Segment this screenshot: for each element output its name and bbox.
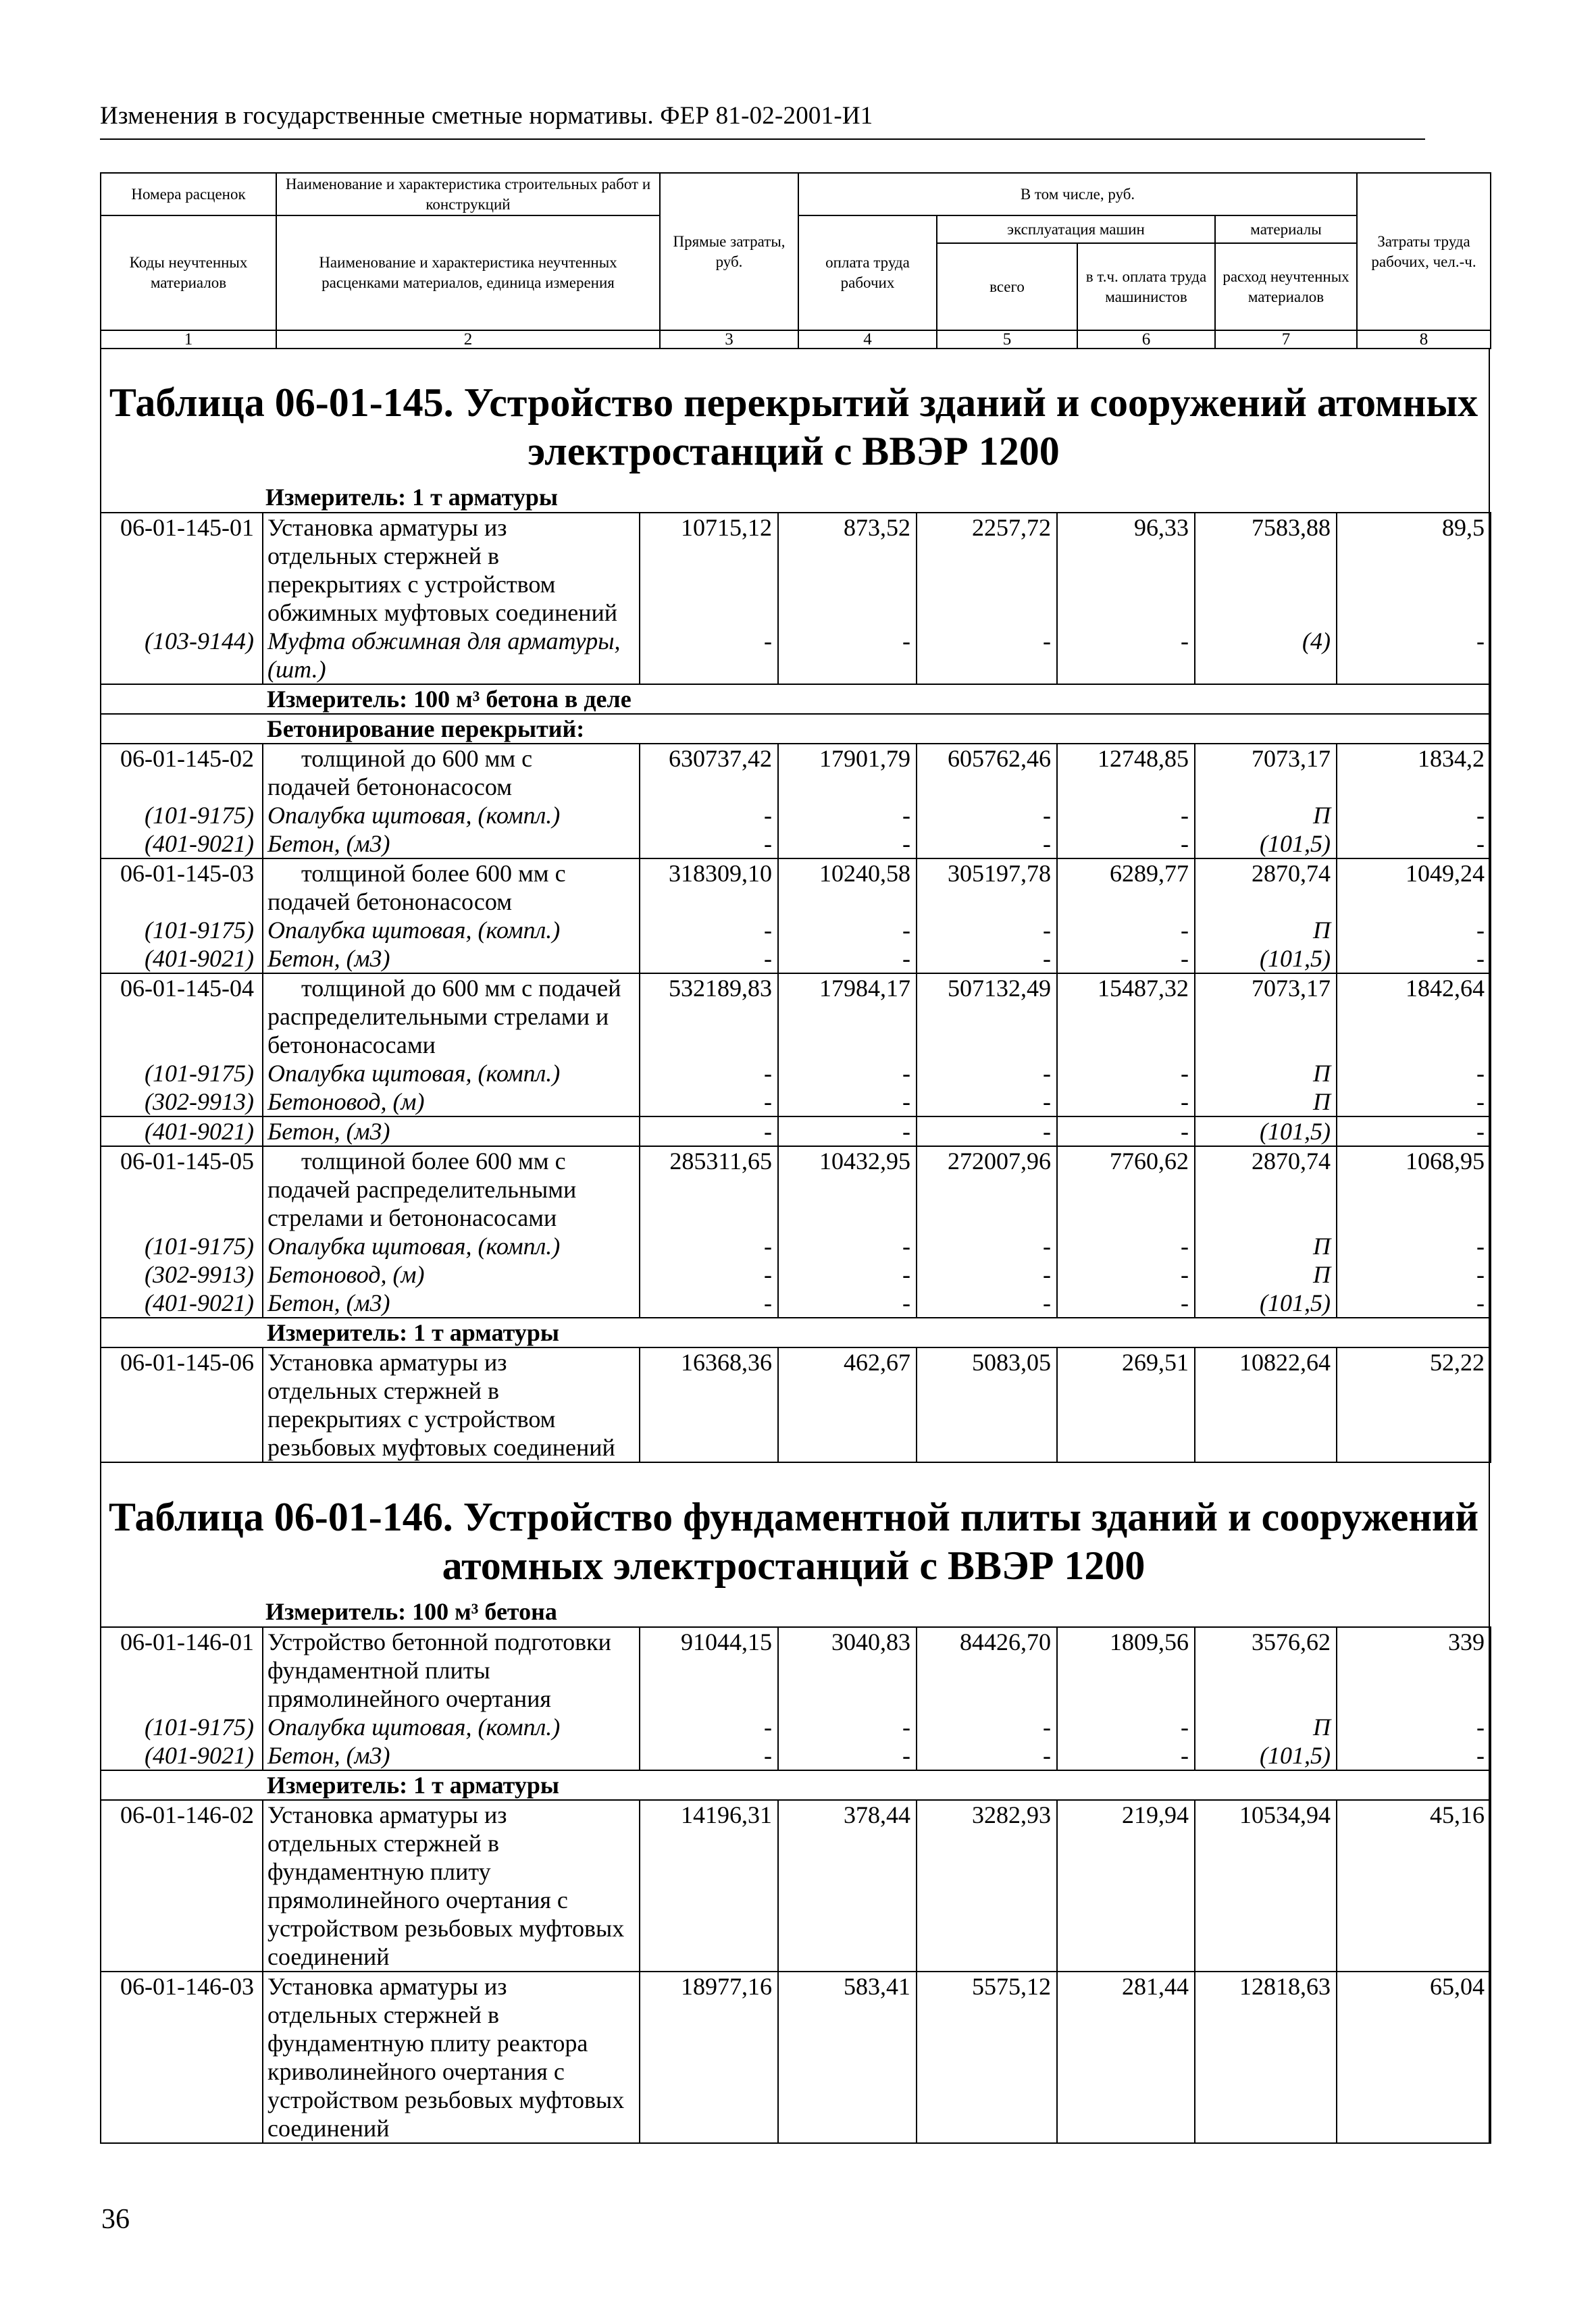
- cell: 52,22: [1337, 1347, 1491, 1462]
- cell: Опалубка щитовая, (компл.): [263, 1713, 640, 1741]
- cell: Бетон, (м3): [263, 1116, 640, 1146]
- cell: -: [1057, 1260, 1195, 1289]
- rate-name: Установка арматуры из отдельных стержней в перекрытиях с устройством обжимных муфтовых соединений: [263, 513, 640, 627]
- material-row: [101, 1059, 1491, 1087]
- cell: -: [917, 829, 1057, 858]
- cell: Опалубка щитовая, (компл.): [263, 801, 640, 829]
- cell: -: [778, 829, 917, 858]
- column-header-table: [100, 172, 1491, 349]
- cell: П: [1195, 801, 1337, 829]
- rate-name: толщиной до 600 мм с подачей бетононасосом: [263, 744, 640, 801]
- cell: -: [917, 1260, 1057, 1289]
- cell: -: [917, 1087, 1057, 1116]
- cell: 305197,78: [917, 858, 1057, 916]
- cell: Бетоновод, (м): [263, 1260, 640, 1289]
- cell: 16368,36: [640, 1347, 778, 1462]
- cell: -: [1337, 1289, 1491, 1318]
- cell: 12818,63: [1195, 1972, 1337, 2143]
- table-145-title-line2: электростанций с ВВЭР 1200: [527, 429, 1060, 473]
- cell: 84426,70: [917, 1627, 1057, 1713]
- cell: -: [917, 1741, 1057, 1770]
- table-145-title-line1: Таблица 06-01-145. Устройство перекрытий зданий и сооружений атомных: [109, 380, 1478, 425]
- rate-row-145-03: [101, 858, 1491, 916]
- measure-145-3: Измеритель: 1 т арматуры: [263, 1318, 1491, 1347]
- cell: 219,94: [1057, 1800, 1195, 1972]
- cell: 10240,58: [778, 858, 917, 916]
- rate-name: толщиной более 600 мм с подачей распределительными стрелами и бетононасосами: [263, 1146, 640, 1232]
- cell: Бетон, (м3): [263, 944, 640, 973]
- rate-code: 06-01-145-01: [101, 513, 263, 627]
- cell: 7073,17: [1195, 744, 1337, 801]
- col-num-2: 2: [276, 330, 660, 349]
- rate-code: 06-01-145-05: [101, 1146, 263, 1232]
- rate-code: 06-01-145-06: [101, 1347, 263, 1462]
- col-num-7: 7: [1215, 330, 1357, 349]
- cell: [101, 1770, 263, 1800]
- cell: 507132,49: [917, 973, 1057, 1059]
- cell: -: [778, 1116, 917, 1146]
- cell: 3040,83: [778, 1627, 917, 1713]
- header-material-codes: Коды неучтенных материалов: [101, 215, 276, 330]
- cell: 605762,46: [917, 744, 1057, 801]
- cell: 5575,12: [917, 1972, 1057, 2143]
- header-machines-total: всего: [937, 243, 1077, 330]
- cell: -: [778, 1741, 917, 1770]
- header-work-name: Наименование и характеристика строительных работ и конструкций: [276, 173, 660, 215]
- cell: П: [1195, 1260, 1337, 1289]
- cell: 3282,93: [917, 1800, 1057, 1972]
- cell: (101,5): [1195, 1741, 1337, 1770]
- cell: 17901,79: [778, 744, 917, 801]
- measure-row: [101, 684, 1491, 714]
- cell: 1068,95: [1337, 1146, 1491, 1232]
- cell: П: [1195, 1232, 1337, 1260]
- cell: -: [778, 1087, 917, 1116]
- cell: -: [1337, 1741, 1491, 1770]
- header-including: В том числе, руб.: [798, 173, 1357, 215]
- header-operator-pay: в т.ч. оплата труда машинистов: [1077, 243, 1215, 330]
- header-material-names: Наименование и характеристика неучтенных расценками материалов, единица измерения: [276, 215, 660, 330]
- table-146-rows: [100, 1626, 1491, 2144]
- labor: 89,5: [1337, 513, 1491, 627]
- machines-total: 2257,72: [917, 513, 1057, 627]
- material-name: Муфта обжимная для арматуры, (шт.): [263, 627, 640, 684]
- cell: 630737,42: [640, 744, 778, 801]
- subheading-row: [101, 714, 1491, 744]
- material-row: [101, 1289, 1491, 1318]
- cell: 14196,31: [640, 1800, 778, 1972]
- cell: -: [1057, 801, 1195, 829]
- rate-row-146-01: [101, 1627, 1491, 1713]
- table-145-rows: [100, 512, 1491, 1463]
- rate-code: 06-01-145-04: [101, 973, 263, 1059]
- cell: 7073,17: [1195, 973, 1337, 1059]
- col-num-4: 4: [798, 330, 937, 349]
- cell: -: [1337, 801, 1491, 829]
- table-145-title: [101, 378, 1486, 475]
- cell: (302-9913): [101, 1260, 263, 1289]
- cell: -: [1057, 916, 1195, 944]
- cell: 339: [1337, 1627, 1491, 1713]
- table-146-title: [101, 1493, 1486, 1590]
- header-material-consumption: расход неучтенных материалов: [1215, 243, 1357, 330]
- cell: -: [1337, 1260, 1491, 1289]
- cell: -: [640, 916, 778, 944]
- col-num-3: 3: [660, 330, 798, 349]
- cell: 91044,15: [640, 1627, 778, 1713]
- cell: -: [917, 1289, 1057, 1318]
- cell: -: [1057, 1087, 1195, 1116]
- cell: -: [640, 801, 778, 829]
- cell: 18977,16: [640, 1972, 778, 2143]
- rate-row-145-05: [101, 1146, 1491, 1232]
- rate-code: 06-01-146-02: [101, 1800, 263, 1972]
- cell: -: [640, 1087, 778, 1116]
- material-row: [101, 944, 1491, 973]
- cell: -: [1337, 916, 1491, 944]
- cell: 1834,2: [1337, 744, 1491, 801]
- measure-row: [101, 1318, 1491, 1347]
- direct-cost: 10715,12: [640, 513, 778, 627]
- material-row: [101, 627, 1491, 684]
- cell: 378,44: [778, 1800, 917, 1972]
- cell: -: [1337, 627, 1491, 684]
- cell: (101,5): [1195, 829, 1337, 858]
- cell: -: [640, 1260, 778, 1289]
- cell: 583,41: [778, 1972, 917, 2143]
- cell: Опалубка щитовая, (компл.): [263, 1059, 640, 1087]
- cell: 2870,74: [1195, 1146, 1337, 1232]
- cell: 15487,32: [1057, 973, 1195, 1059]
- cell: (101-9175): [101, 916, 263, 944]
- cell: (101-9175): [101, 1232, 263, 1260]
- cell: -: [1057, 1289, 1195, 1318]
- table-146-title-line1: Таблица 06-01-146. Устройство фундаментной плиты зданий и сооружений: [108, 1495, 1479, 1539]
- header-labor-costs: Затраты труда рабочих, чел.-ч.: [1357, 173, 1491, 330]
- cell: -: [640, 829, 778, 858]
- cell: 285311,65: [640, 1146, 778, 1232]
- cell: (401-9021): [101, 944, 263, 973]
- cell: -: [778, 1713, 917, 1741]
- cell: 12748,85: [1057, 744, 1195, 801]
- cell: (401-9021): [101, 1289, 263, 1318]
- cell: -: [1057, 1059, 1195, 1087]
- rate-name: Устройство бетонной подготовки фундаментной плиты прямолинейного очертания: [263, 1627, 640, 1713]
- cell: -: [1057, 944, 1195, 973]
- cell: -: [640, 1713, 778, 1741]
- col-num-8: 8: [1357, 330, 1491, 349]
- rate-row-145-04: [101, 973, 1491, 1059]
- cell: -: [1337, 1087, 1491, 1116]
- cell: 532189,83: [640, 973, 778, 1059]
- cell: Бетон, (м3): [263, 1289, 640, 1318]
- measure-145-2: Измеритель: 100 м³ бетона в деле: [263, 684, 1491, 714]
- material-row: [101, 916, 1491, 944]
- cell: 10822,64: [1195, 1347, 1337, 1462]
- operator-pay: 96,33: [1057, 513, 1195, 627]
- cell: -: [640, 944, 778, 973]
- material-row: [101, 1232, 1491, 1260]
- cell: -: [778, 801, 917, 829]
- header-rate-numbers: Номера расценок: [101, 173, 276, 215]
- cell: 1809,56: [1057, 1627, 1195, 1713]
- material-row: [101, 1260, 1491, 1289]
- cell: -: [917, 916, 1057, 944]
- cell: (101-9175): [101, 1059, 263, 1087]
- cell: -: [778, 944, 917, 973]
- rate-name: Установка арматуры из отдельных стержней в перекрытиях с устройством резьбовых муфтовых соединений: [263, 1347, 640, 1462]
- measure-145-1: Измеритель: 1 т арматуры: [265, 484, 558, 511]
- header-direct-costs: Прямые затраты, руб.: [660, 173, 798, 330]
- header-machines: эксплуатация машин: [937, 215, 1215, 243]
- cell: 45,16: [1337, 1800, 1491, 1972]
- running-head: Изменения в государственные сметные нормативы. ФЕР 81-02-2001-И1: [100, 102, 873, 130]
- cell: -: [1057, 1741, 1195, 1770]
- cell: -: [640, 1116, 778, 1146]
- cell: [101, 714, 263, 744]
- cell: Бетон, (м3): [263, 1741, 640, 1770]
- cell: (401-9021): [101, 1116, 263, 1146]
- cell: -: [640, 1289, 778, 1318]
- cell: Бетоновод, (м): [263, 1087, 640, 1116]
- page-number: 36: [101, 2204, 130, 2235]
- cell: (101,5): [1195, 1116, 1337, 1146]
- cell: -: [1057, 627, 1195, 684]
- cell: П: [1195, 916, 1337, 944]
- cell: -: [640, 1232, 778, 1260]
- header-materials: материалы: [1215, 215, 1357, 243]
- cell: (302-9913): [101, 1087, 263, 1116]
- rate-code: 06-01-146-03: [101, 1972, 263, 2143]
- cell: П: [1195, 1713, 1337, 1741]
- rate-name: Установка арматуры из отдельных стержней в фундаментную плиту реактора криволинейного очертания с устройством резьбовых муфтовых соединений: [263, 1972, 640, 2143]
- subheading: Бетонирование перекрытий:: [263, 714, 1491, 744]
- col-num-1: 1: [101, 330, 276, 349]
- cell: 281,44: [1057, 1972, 1195, 2143]
- cell: -: [778, 916, 917, 944]
- cell: -: [917, 944, 1057, 973]
- material-row: [101, 1087, 1491, 1116]
- cell: -: [778, 1260, 917, 1289]
- cell: -: [917, 1713, 1057, 1741]
- cell: -: [1337, 1116, 1491, 1146]
- cell: (401-9021): [101, 1741, 263, 1770]
- cell: -: [1057, 1116, 1195, 1146]
- cell: -: [640, 1059, 778, 1087]
- table-146-title-line2: атомных электростанций с ВВЭР 1200: [442, 1543, 1145, 1588]
- material-row: [101, 801, 1491, 829]
- cell: 1049,24: [1337, 858, 1491, 916]
- cell: Опалубка щитовая, (компл.): [263, 1232, 640, 1260]
- cell: -: [778, 627, 917, 684]
- rate-row-145-06: [101, 1347, 1491, 1462]
- rate-code: 06-01-145-02: [101, 744, 263, 801]
- cell: -: [778, 1289, 917, 1318]
- measure-row: [101, 1770, 1491, 1800]
- cell: 269,51: [1057, 1347, 1195, 1462]
- material-code: (103-9144): [101, 627, 263, 684]
- cell: (101,5): [1195, 1289, 1337, 1318]
- worker-pay: 873,52: [778, 513, 917, 627]
- measure-146-2: Измеритель: 1 т арматуры: [263, 1770, 1491, 1800]
- cell: (101,5): [1195, 944, 1337, 973]
- cell: 1842,64: [1337, 973, 1491, 1059]
- header-worker-pay: оплата труда рабочих: [798, 215, 937, 330]
- cell: 10534,94: [1195, 1800, 1337, 1972]
- cell: -: [778, 1059, 917, 1087]
- rate-code: 06-01-146-01: [101, 1627, 263, 1713]
- materials: 7583,88: [1195, 513, 1337, 627]
- cell: Опалубка щитовая, (компл.): [263, 916, 640, 944]
- cell: 65,04: [1337, 1972, 1491, 2143]
- rate-name: толщиной более 600 мм с подачей бетононасосом: [263, 858, 640, 916]
- cell: 2870,74: [1195, 858, 1337, 916]
- rate-name: Установка арматуры из отдельных стержней в фундаментную плиту прямолинейного очертания с устройством резьбовых муфтовых соединений: [263, 1800, 640, 1972]
- cell: [101, 1318, 263, 1347]
- rate-row-145-01: [101, 513, 1491, 627]
- cell: (4): [1195, 627, 1337, 684]
- cell: 462,67: [778, 1347, 917, 1462]
- rate-row-146-02: [101, 1800, 1491, 1972]
- measure-146-1: Измеритель: 100 м³ бетона: [265, 1598, 557, 1625]
- cell: -: [640, 1741, 778, 1770]
- material-row: [101, 829, 1491, 858]
- rate-row-145-02: [101, 744, 1491, 801]
- cell: 5083,05: [917, 1347, 1057, 1462]
- cell: -: [917, 1059, 1057, 1087]
- cell: -: [1337, 944, 1491, 973]
- cell: -: [1337, 1713, 1491, 1741]
- cell: -: [917, 1232, 1057, 1260]
- cell: 17984,17: [778, 973, 917, 1059]
- cell: -: [640, 627, 778, 684]
- cell: (401-9021): [101, 829, 263, 858]
- cell: П: [1195, 1059, 1337, 1087]
- cell: -: [778, 1232, 917, 1260]
- head-rule: [100, 138, 1425, 140]
- rate-row-146-03: [101, 1972, 1491, 2143]
- cell: 272007,96: [917, 1146, 1057, 1232]
- cell: (101-9175): [101, 1713, 263, 1741]
- cell: П: [1195, 1087, 1337, 1116]
- rate-code: 06-01-145-03: [101, 858, 263, 916]
- cell: -: [1057, 1232, 1195, 1260]
- material-row: [101, 1713, 1491, 1741]
- cell: [101, 684, 263, 714]
- cell: 10432,95: [778, 1146, 917, 1232]
- cell: -: [1337, 1232, 1491, 1260]
- cell: -: [917, 1116, 1057, 1146]
- cell: 7760,62: [1057, 1146, 1195, 1232]
- cell: 318309,10: [640, 858, 778, 916]
- col-num-5: 5: [937, 330, 1077, 349]
- cell: (101-9175): [101, 801, 263, 829]
- material-row: [101, 1116, 1491, 1146]
- cell: -: [1337, 829, 1491, 858]
- cell: 6289,77: [1057, 858, 1195, 916]
- cell: Бетон, (м3): [263, 829, 640, 858]
- col-num-6: 6: [1077, 330, 1215, 349]
- material-row: [101, 1741, 1491, 1770]
- cell: -: [917, 627, 1057, 684]
- cell: 3576,62: [1195, 1627, 1337, 1713]
- rate-name: толщиной до 600 мм с подачей распределительными стрелами и бетононасосами: [263, 973, 640, 1059]
- cell: -: [1057, 829, 1195, 858]
- cell: -: [917, 801, 1057, 829]
- cell: -: [1337, 1059, 1491, 1087]
- cell: -: [1057, 1713, 1195, 1741]
